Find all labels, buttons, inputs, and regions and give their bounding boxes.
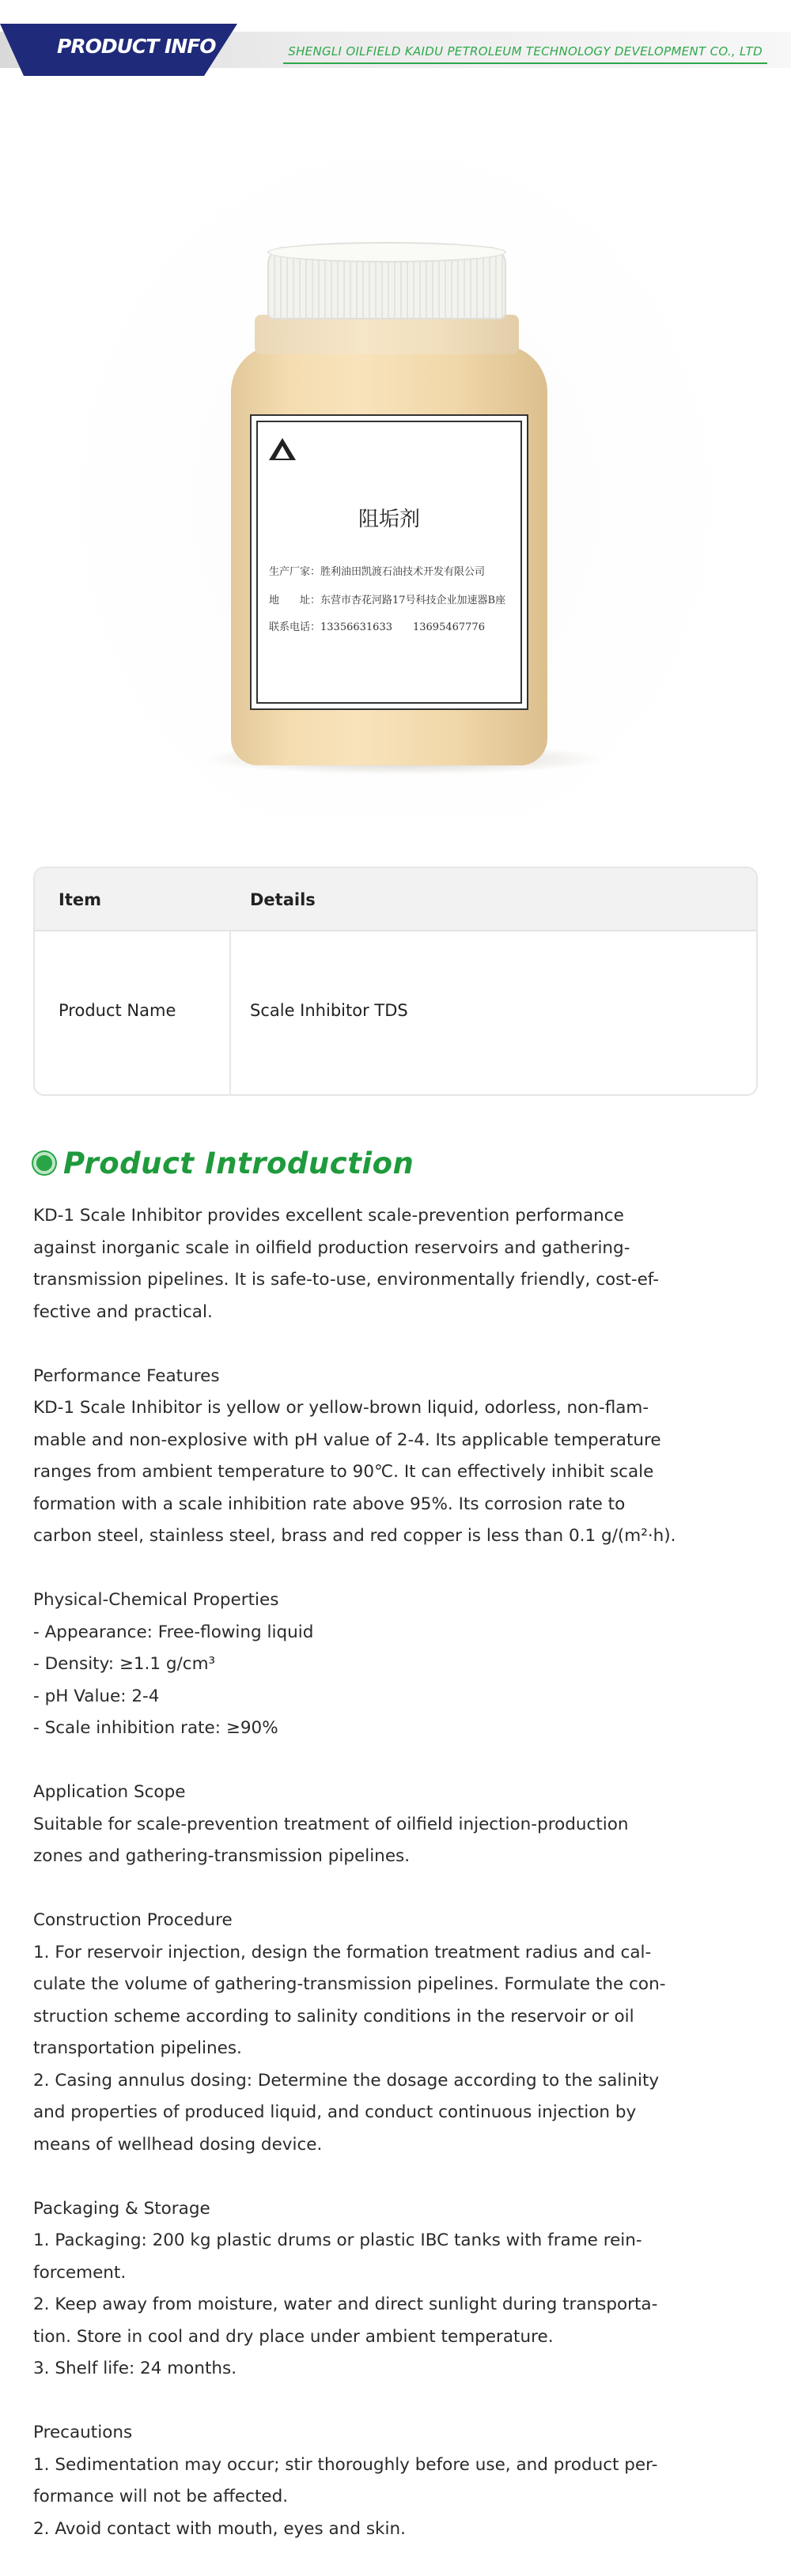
text-line: - Appearance: Free-flowing liquid [33, 1622, 314, 1642]
text-line: 2. Casing annulus dosing: Determine the dosage according to the salinity [33, 2070, 660, 2091]
table-header-item: Item [59, 890, 101, 909]
table-header-details: Details [250, 890, 316, 909]
banner-rule [283, 62, 767, 64]
text-line: Precautions [33, 2423, 133, 2442]
table-header-row [35, 868, 756, 931]
paragraph-gap [33, 1873, 761, 1906]
paragraph-gap [33, 1328, 761, 1361]
text-line: KD-1 Scale Inhibitor is yellow or yellow-brown liquid, odorless, non-flam- [33, 1398, 649, 1418]
text-line: struction scheme according to salinity conditions in the reservoir or oil [33, 2006, 634, 2026]
company-name: SHENGLI OILFIELD KAIDU PETROLEUM TECHNOLOGY DEVELOPMENT CO., LTD [288, 44, 763, 59]
text-line: mable and non-explosive with pH value of 2-4. Its applicable temperature [33, 1430, 661, 1450]
paragraph-gap [33, 1745, 761, 1777]
text-line: 3. Shelf life: 24 months. [33, 2359, 237, 2378]
section-title: Product Introduction [63, 1146, 414, 1180]
spec-table [33, 867, 758, 1096]
text-line: formation with a scale inhibition rate above 95%. Its corrosion rate to [33, 1494, 626, 1514]
text-line: KD-1 Scale Inhibitor provides excellent scale-prevention performance [33, 1206, 624, 1226]
section-heading [33, 1143, 414, 1183]
label-manufacturer: 生产厂家：胜利油田凯渡石油技术开发有限公司 [269, 566, 486, 578]
bottle-label [250, 414, 528, 710]
text-line: - Density: ≥1.1 g/cm³ [33, 1654, 216, 1674]
text-line: means of wellhead dosing device. [33, 2134, 323, 2155]
text-line: against inorganic scale in oilfield production reservoirs and gathering- [33, 1237, 630, 1258]
text-line: - Scale inhibition rate: ≥90% [33, 1718, 278, 1738]
product-photo [0, 119, 791, 814]
label-phone: 联系电话：13356631633 13695467776 [269, 621, 485, 633]
text-line: - pH Value: 2-4 [33, 1686, 160, 1706]
text-line: zones and gathering-transmission pipelines. [33, 1846, 411, 1866]
header-banner [0, 0, 791, 76]
label-product-name: 阻垢剂 [358, 508, 420, 531]
paragraph-gap [33, 2385, 761, 2418]
company-logo-icon [267, 436, 297, 463]
banner-title: PRODUCT INFO [57, 35, 216, 58]
text-line: Physical-Chemical Properties [33, 1590, 279, 1610]
text-line: Performance Features [33, 1365, 220, 1386]
table-column-divider [229, 931, 231, 1096]
text-line: and properties of produced liquid, and conduct continuous injection by [33, 2102, 637, 2122]
text-line: 2. Avoid contact with mouth, eyes and skin. [33, 2518, 406, 2539]
text-line: 1. For reservoir injection, design the formation treatment radius and cal- [33, 1942, 652, 1962]
text-line: 1. Packaging: 200 kg plastic drums or plastic IBC tanks with frame rein- [33, 2230, 642, 2250]
text-line: 1. Sedimentation may occur; stir thoroughly before use, and product per- [33, 2454, 658, 2475]
text-line: Suitable for scale-prevention treatment of oilfield injection-production [33, 1814, 629, 1834]
text-line: formance will not be affected. [33, 2487, 289, 2506]
table-cell-details: Scale Inhibitor TDS [250, 1001, 408, 1020]
text-line: ranges from ambient temperature to 90℃. It can effectively inhibit scale [33, 1462, 654, 1482]
text-line: Construction Procedure [33, 1910, 233, 1930]
bullet-dot-icon [33, 1152, 55, 1174]
table-cell-item: Product Name [59, 1001, 176, 1020]
paragraph-gap [33, 2161, 761, 2193]
text-line: carbon steel, stainless steel, brass and red copper is less than 0.1 g/(m²·h). [33, 1526, 676, 1546]
bottle-neck [255, 315, 519, 354]
paragraph-gap [33, 1553, 761, 1585]
label-address: 地 址：东营市杏花河路17号科技企业加速器B座 [269, 595, 506, 606]
text-line: forcement. [33, 2262, 127, 2283]
text-line: 2. Keep away from moisture, water and direct sunlight during transporta- [33, 2295, 658, 2314]
text-line: culate the volume of gathering-transmission pipelines. Formulate the con- [33, 1974, 666, 1994]
intro-body [33, 1200, 761, 2545]
text-line: transportation pipelines. [33, 2038, 242, 2058]
bottle-cap-top [267, 242, 506, 263]
text-line: Application Scope [33, 1782, 186, 1802]
text-line: transmission pipelines. It is safe-to-use, environmentally friendly, cost-ef- [33, 1270, 659, 1290]
text-line: Packaging & Storage [33, 2198, 210, 2219]
text-line: tion. Store in cool and dry place under ambient temperature. [33, 2326, 554, 2347]
text-line: fective and practical. [33, 1301, 213, 1322]
